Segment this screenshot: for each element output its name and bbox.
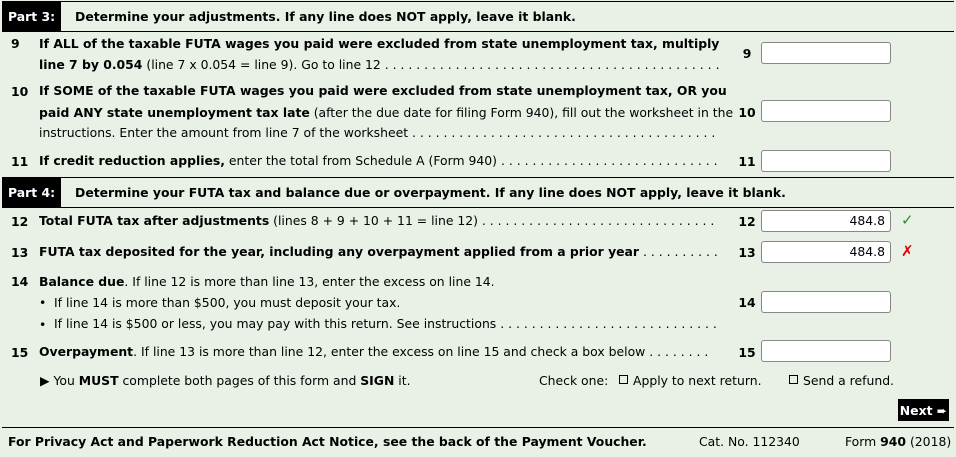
line13-box-label: 13 xyxy=(738,245,756,260)
footer xyxy=(2,427,954,456)
bullet-icon: • xyxy=(39,295,47,310)
line11-input[interactable] xyxy=(761,150,891,172)
form-id: Form 940 (2018) xyxy=(845,434,952,449)
arrow-right-icon: ▶ xyxy=(40,373,50,388)
line10-text3: instructions. Enter the amount from line 7 of the worksheet . . . xyxy=(39,123,719,143)
line9-text1: If ALL of the taxable FUTA wages you paid were excluded from state unemployment tax, multiply xyxy=(39,36,720,51)
line13-text: FUTA tax deposited for the year, including any overpayment applied from a prior year . . . xyxy=(39,242,719,262)
line15-number: 15 xyxy=(11,345,29,360)
line12-box-label: 12 xyxy=(738,214,756,229)
part4-header xyxy=(2,177,954,208)
bullet-icon: • xyxy=(39,317,47,332)
line10-text1: If SOME of the taxable FUTA wages you paid were excluded from state unemployment tax, OR you xyxy=(39,83,727,98)
line14-bullet1: If line 14 is more than $500, you must deposit your tax. xyxy=(54,295,401,310)
checkbox-icon[interactable] xyxy=(789,375,798,384)
part4-title: Determine your FUTA tax and balance due or overpayment. If any line does NOT apply, leave it blank. xyxy=(75,185,786,200)
part3-header xyxy=(2,1,954,32)
checkmark-icon: ✓ xyxy=(901,211,914,229)
line15-box-label: 15 xyxy=(738,345,756,360)
line9-text2: line 7 by 0.054 (line 7 x 0.054 = line 9). Go to line 12 . . . xyxy=(39,55,719,75)
error-x-icon: ✗ xyxy=(901,242,914,260)
next-button[interactable]: Next ➨ xyxy=(898,399,949,421)
check-one-label: Check one: xyxy=(539,373,609,388)
line13-number: 13 xyxy=(11,245,29,260)
send-refund-option[interactable]: Send a refund. xyxy=(789,370,894,391)
part4-tag: Part 4: xyxy=(2,178,61,207)
line15-text: Overpayment. If line 13 is more than line 12, enter the excess on line 15 and check a box below . . . xyxy=(39,342,709,362)
line11-number: 11 xyxy=(11,154,29,169)
line10-box-label: 10 xyxy=(738,105,756,120)
line10-text2: paid ANY state unemployment tax late (after the due date for filing Form 940), fill out the worksheet in the xyxy=(39,105,734,120)
line14-text: Balance due. If line 12 is more than line 13, enter the excess on line 14. xyxy=(39,274,495,289)
must-sign-note: ▶ You MUST complete both pages of this form and SIGN it. xyxy=(40,373,411,388)
line14-input[interactable] xyxy=(761,291,891,313)
line9-input[interactable] xyxy=(761,42,891,64)
line11-text: If credit reduction applies, enter the total from Schedule A (Form 940) . . . xyxy=(39,151,719,171)
line10-input[interactable] xyxy=(761,100,891,122)
privacy-notice: For Privacy Act and Paperwork Reduction Act Notice, see the back of the Payment Voucher. xyxy=(8,434,647,449)
line9-number: 9 xyxy=(11,36,20,51)
part3-title: Determine your adjustments. If any line does NOT apply, leave it blank. xyxy=(75,9,576,24)
line12-text: Total FUTA tax after adjustments (lines 8 + 9 + 10 + 11 = line 12) . . . xyxy=(39,211,719,231)
line13-input[interactable]: 484.8 xyxy=(761,241,891,263)
line15-input[interactable] xyxy=(761,340,891,362)
line14-box-label: 14 xyxy=(738,295,756,310)
apply-next-return-option[interactable]: Apply to next return. xyxy=(619,370,762,391)
line11-box-label: 11 xyxy=(738,154,756,169)
part3-tag: Part 3: xyxy=(2,2,61,31)
line12-input[interactable]: 484.8 xyxy=(761,210,891,232)
line12-number: 12 xyxy=(11,214,29,229)
line10-number: 10 xyxy=(11,84,29,99)
line14-number: 14 xyxy=(11,274,29,289)
checkbox-icon[interactable] xyxy=(619,375,628,384)
catalog-number: Cat. No. 112340 xyxy=(699,434,800,449)
line9-box-label: 9 xyxy=(742,46,752,61)
line14-bullet2: If line 14 is $500 or less, you may pay with this return. See instructions . . . xyxy=(54,314,716,334)
